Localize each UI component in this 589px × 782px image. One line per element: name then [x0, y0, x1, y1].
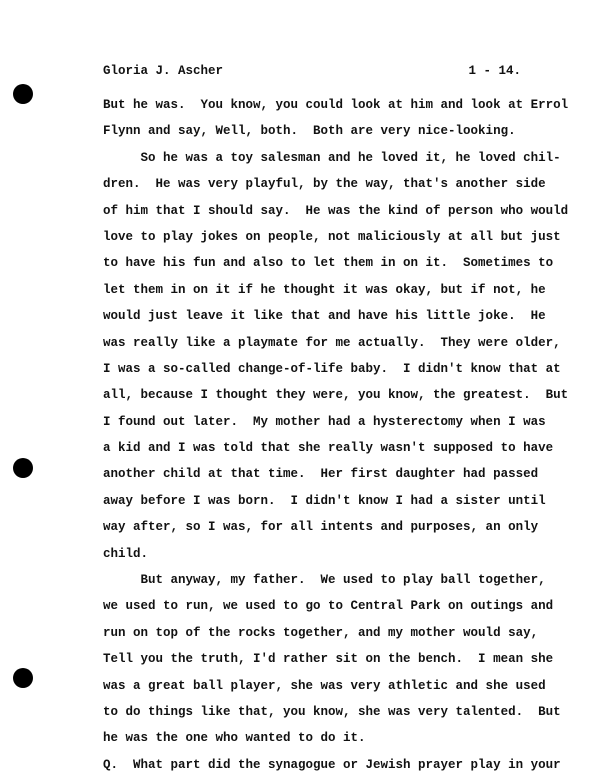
binder-hole-top	[13, 84, 33, 104]
text-line: dren. He was very playful, by the way, that's another side	[103, 177, 546, 192]
interviewee-name: Gloria J. Ascher	[103, 64, 224, 78]
page-header	[103, 64, 521, 82]
text-line: he was the one who wanted to do it.	[103, 731, 366, 746]
text-line: I found out later. My mother had a hysterectomy when I was	[103, 414, 546, 429]
text-line: would just leave it like that and have his little joke. He	[103, 309, 546, 324]
text-line: all, because I thought they were, you know, the greatest. But	[103, 388, 569, 403]
text-line: But anyway, my father. We used to play ball together,	[103, 573, 546, 588]
question-line: Q. What part did the synagogue or Jewish prayer play in your	[103, 757, 561, 772]
text-line: another child at that time. Her first daughter had passed	[103, 467, 539, 482]
text-line: let them in on it if he thought it was okay, but if not, he	[103, 282, 546, 297]
text-line: away before I was born. I didn't know I had a sister until	[103, 493, 546, 508]
text-line: was really like a playmate for me actually. They were older,	[103, 335, 561, 350]
text-line: So he was a toy salesman and he loved it, he loved chil-	[103, 150, 561, 165]
text-line: to have his fun and also to let them in on it. Sometimes to	[103, 256, 554, 271]
text-line: a kid and I was told that she really wasn't supposed to have	[103, 441, 554, 456]
text-line: was a great ball player, she was very athletic and she used	[103, 678, 546, 693]
text-line: we used to run, we used to go to Central Park on outings and	[103, 599, 554, 614]
text-line: child.	[103, 546, 149, 561]
text-line: to do things like that, you know, she was very talented. But	[103, 704, 561, 719]
binder-hole-bottom	[13, 668, 33, 688]
text-line: love to play jokes on people, not maliciously at all but just	[103, 229, 561, 244]
text-line: of him that I should say. He was the kind of person who would	[103, 203, 569, 218]
text-line: way after, so I was, for all intents and purposes, an only	[103, 520, 539, 535]
text-line: I was a so-called change-of-life baby. I didn't know that at	[103, 361, 561, 376]
text-line: But he was. You know, you could look at him and look at Errol	[103, 98, 569, 112]
text-line: run on top of the rocks together, and my mother would say,	[103, 625, 539, 640]
page-number: 1 - 14.	[468, 64, 521, 78]
transcript-body	[103, 96, 569, 782]
text-line: Flynn and say, Well, both. Both are very nice-looking.	[103, 124, 516, 139]
binder-hole-middle	[13, 458, 33, 478]
text-line: Tell you the truth, I'd rather sit on the bench. I mean she	[103, 652, 554, 667]
